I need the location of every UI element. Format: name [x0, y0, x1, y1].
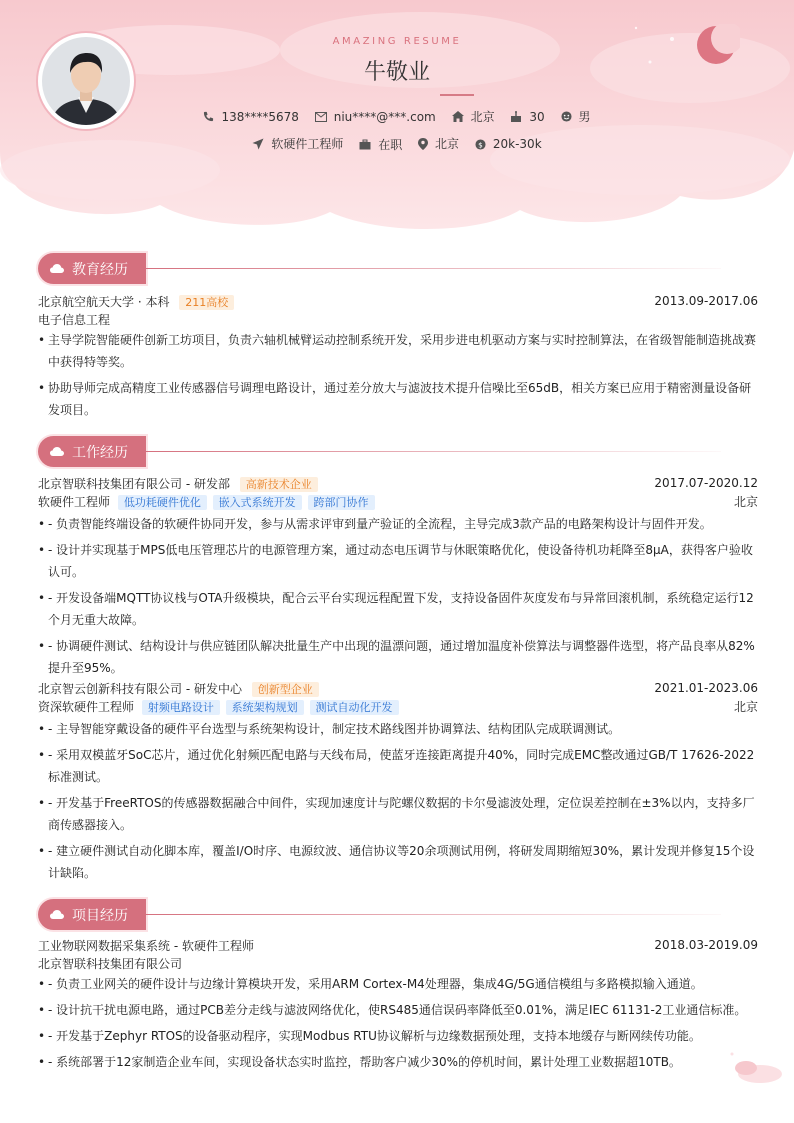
cloud-icon — [50, 264, 64, 273]
list-item: • - 设计抗干扰电源电路，通过PCB差分走线与滤波网络优化，使RS485通信误码率降低至0.01%，满足IEC 61131-2工业通信标准。 — [38, 999, 758, 1021]
list-item: • - 系统部署于12家制造企业车间，实现设备状态实时监控，帮助客户减少30%的停机时间，累计处理工业数据超10TB。 — [38, 1051, 758, 1073]
project-company: 北京智联科技集团有限公司 — [38, 956, 183, 971]
gender-item — [561, 108, 591, 125]
project-period: 2018.03-2019.09 — [654, 938, 758, 952]
job-bullets — [38, 718, 758, 884]
education-bullets — [38, 329, 758, 421]
company-badge: 创新型企业 — [252, 682, 319, 697]
education-section — [38, 253, 758, 425]
job-role: 软硬件工程师 — [38, 494, 111, 509]
cloud-icon — [50, 447, 64, 456]
list-item: • - 开发设备端MQTT协议栈与OTA升级模块，配合云平台实现远程配置下发，支持设备固件灰度发布与异常回滚机制，系统稳定运行12个月无重大故障。 — [38, 587, 758, 631]
job-period: 2021.01-2023.06 — [654, 681, 758, 695]
education-title: 教育经历 — [72, 261, 128, 278]
project-section — [38, 899, 758, 1077]
list-item: • 协助导师完成高精度工业传感器信号调理电路设计，通过差分放大与滤波技术提升信噪比至65dB，相关方案已应用于精密测量设备研发项目。 — [38, 377, 758, 421]
skill-tag: 系统架构规划 — [226, 700, 304, 715]
list-item: • - 建立硬件测试自动化脚本库，覆盖I/O时序、电源纹波、通信协议等20余项测试用例，将研发周期缩短30%，累计发现并修复15个设计缺陷。 — [38, 840, 758, 884]
money-icon — [475, 139, 486, 150]
job-target-item — [252, 135, 343, 152]
job-company-row — [38, 679, 758, 697]
decorative-cloud-icon — [726, 1050, 786, 1086]
target-city-item — [418, 135, 459, 152]
gender-text: 男 — [578, 110, 591, 124]
salary-item — [475, 137, 542, 151]
project-row — [38, 936, 758, 954]
list-item: • - 开发基于FreeRTOS的传感器数据融合中间件，实现加速度计与陀螺仪数据的卡尔曼滤波处理，定位误差控制在±3%以内，支持多厂商传感器接入。 — [38, 792, 758, 836]
send-icon — [252, 138, 264, 150]
project-title-pill — [38, 899, 146, 930]
job-target-text: 软硬件工程师 — [271, 137, 344, 151]
target-city-text: 北京 — [435, 137, 460, 151]
work-header — [38, 436, 758, 470]
job-city: 北京 — [733, 494, 758, 509]
job-role: 资深软硬件工程师 — [38, 699, 135, 714]
list-item: • - 设计并实现基于MPS低电压管理芯片的电源管理方案，通过动态电压调节与休眠策略优化，使设备待机功耗降至8μA，获得客户验收认可。 — [38, 539, 758, 583]
work-divider — [146, 451, 721, 452]
cake-icon — [510, 111, 522, 122]
candidate-name: 牛敬业 — [363, 60, 430, 85]
intent-row — [0, 135, 794, 153]
project-title: 项目经历 — [72, 907, 128, 924]
education-divider — [146, 268, 721, 269]
list-item: • - 协调硬件测试、结构设计与供应链团队解决批量生产中出现的温漂问题，通过增加温度补偿算法与调整器件选型，将产品良率从82%提升至95%。 — [38, 635, 758, 679]
list-item: • 主导学院智能硬件创新工坊项目，负责六轴机械臂运动控制系统开发，采用步进电机驱动方案与实时控制算法，在省级智能制造挑战赛中获得特等奖。 — [38, 329, 758, 373]
company-name: 北京智联科技集团有限公司 - 研发部 — [38, 476, 230, 491]
smile-icon — [561, 111, 572, 122]
location-text: 北京 — [470, 110, 495, 124]
header-banner — [0, 0, 794, 240]
status-item — [359, 136, 402, 153]
project-company-row — [38, 954, 758, 972]
list-item: • - 负责工业网关的硬件设计与边缘计算模块开发，采用ARM Cortex-M4处理器，集成4G/5G通信模组与多路模拟输入通道。 — [38, 973, 758, 995]
location-item — [452, 108, 495, 125]
company-name: 北京智云创新科技有限公司 - 研发中心 — [38, 681, 242, 696]
job-period: 2017.07-2020.12 — [654, 476, 758, 490]
skill-tag: 射频电路设计 — [142, 700, 220, 715]
email-item — [315, 110, 436, 124]
school-name: 北京航空航天大学 · 本科 — [38, 294, 170, 309]
list-item: • - 采用双模蓝牙SoC芯片，通过优化射频匹配电路与天线布局，使蓝牙连接距离提升40%，同时完成EMC整改通过GB/T 17626-2022标准测试。 — [38, 744, 758, 788]
status-text: 在职 — [378, 137, 403, 152]
education-period: 2013.09-2017.06 — [654, 294, 758, 308]
school-badge: 211高校 — [179, 295, 234, 310]
list-item: • - 负责智能终端设备的软硬件协同开发，参与从需求评审到量产验证的全流程，主导完成3款产品的电路架构设计与固件开发。 — [38, 513, 758, 535]
mail-icon — [315, 112, 327, 122]
project-bullets — [38, 973, 758, 1073]
home-icon — [452, 111, 464, 122]
education-row — [38, 292, 758, 310]
salary-text: 20k-30k — [492, 137, 542, 151]
skill-tag: 嵌入式系统开发 — [213, 495, 302, 510]
work-title-pill — [38, 436, 146, 467]
skill-tag: 低功耗硬件优化 — [118, 495, 207, 510]
project-header — [38, 899, 758, 933]
briefcase-icon — [359, 139, 371, 150]
phone-icon — [203, 111, 214, 122]
skill-tag: 跨部门协作 — [308, 495, 375, 510]
work-title: 工作经历 — [72, 444, 128, 461]
project-divider — [146, 914, 721, 915]
contact-row — [0, 108, 794, 125]
age-item — [510, 110, 544, 124]
major: 电子信息工程 — [38, 312, 111, 327]
name-divider — [440, 94, 474, 96]
project-name: 工业物联网数据采集系统 - 软硬件工程师 — [38, 938, 254, 953]
svg-text:$: $ — [478, 139, 483, 149]
job-role-row — [38, 697, 758, 715]
phone-item — [203, 110, 298, 124]
work-section — [38, 436, 758, 888]
age-text: 30 — [529, 109, 545, 124]
job-bullets — [38, 513, 758, 679]
tagline: AMAZING RESUME — [332, 36, 462, 47]
major-row — [38, 310, 758, 328]
job-1 — [38, 474, 758, 679]
list-item: • - 主导智能穿戴设备的硬件平台选型与系统架构设计，制定技术路线图并协调算法、结构团队完成联调测试。 — [38, 718, 758, 740]
phone-text: 138****5678 — [221, 109, 299, 124]
job-2 — [38, 679, 758, 884]
cloud-icon — [50, 910, 64, 919]
email-text: niu****@***.com — [333, 110, 436, 124]
education-title-pill — [38, 253, 146, 284]
education-header — [38, 253, 758, 287]
list-item: • - 开发基于Zephyr RTOS的设备驱动程序，实现Modbus RTU协议解析与边缘数据预处理，支持本地缓存与断网续传功能。 — [38, 1025, 758, 1047]
job-company-row — [38, 474, 758, 492]
job-role-row — [38, 492, 758, 510]
job-city: 北京 — [733, 699, 758, 714]
location-pin-icon — [418, 138, 428, 150]
company-badge: 高新技术企业 — [240, 477, 318, 492]
skill-tag: 测试自动化开发 — [310, 700, 399, 715]
